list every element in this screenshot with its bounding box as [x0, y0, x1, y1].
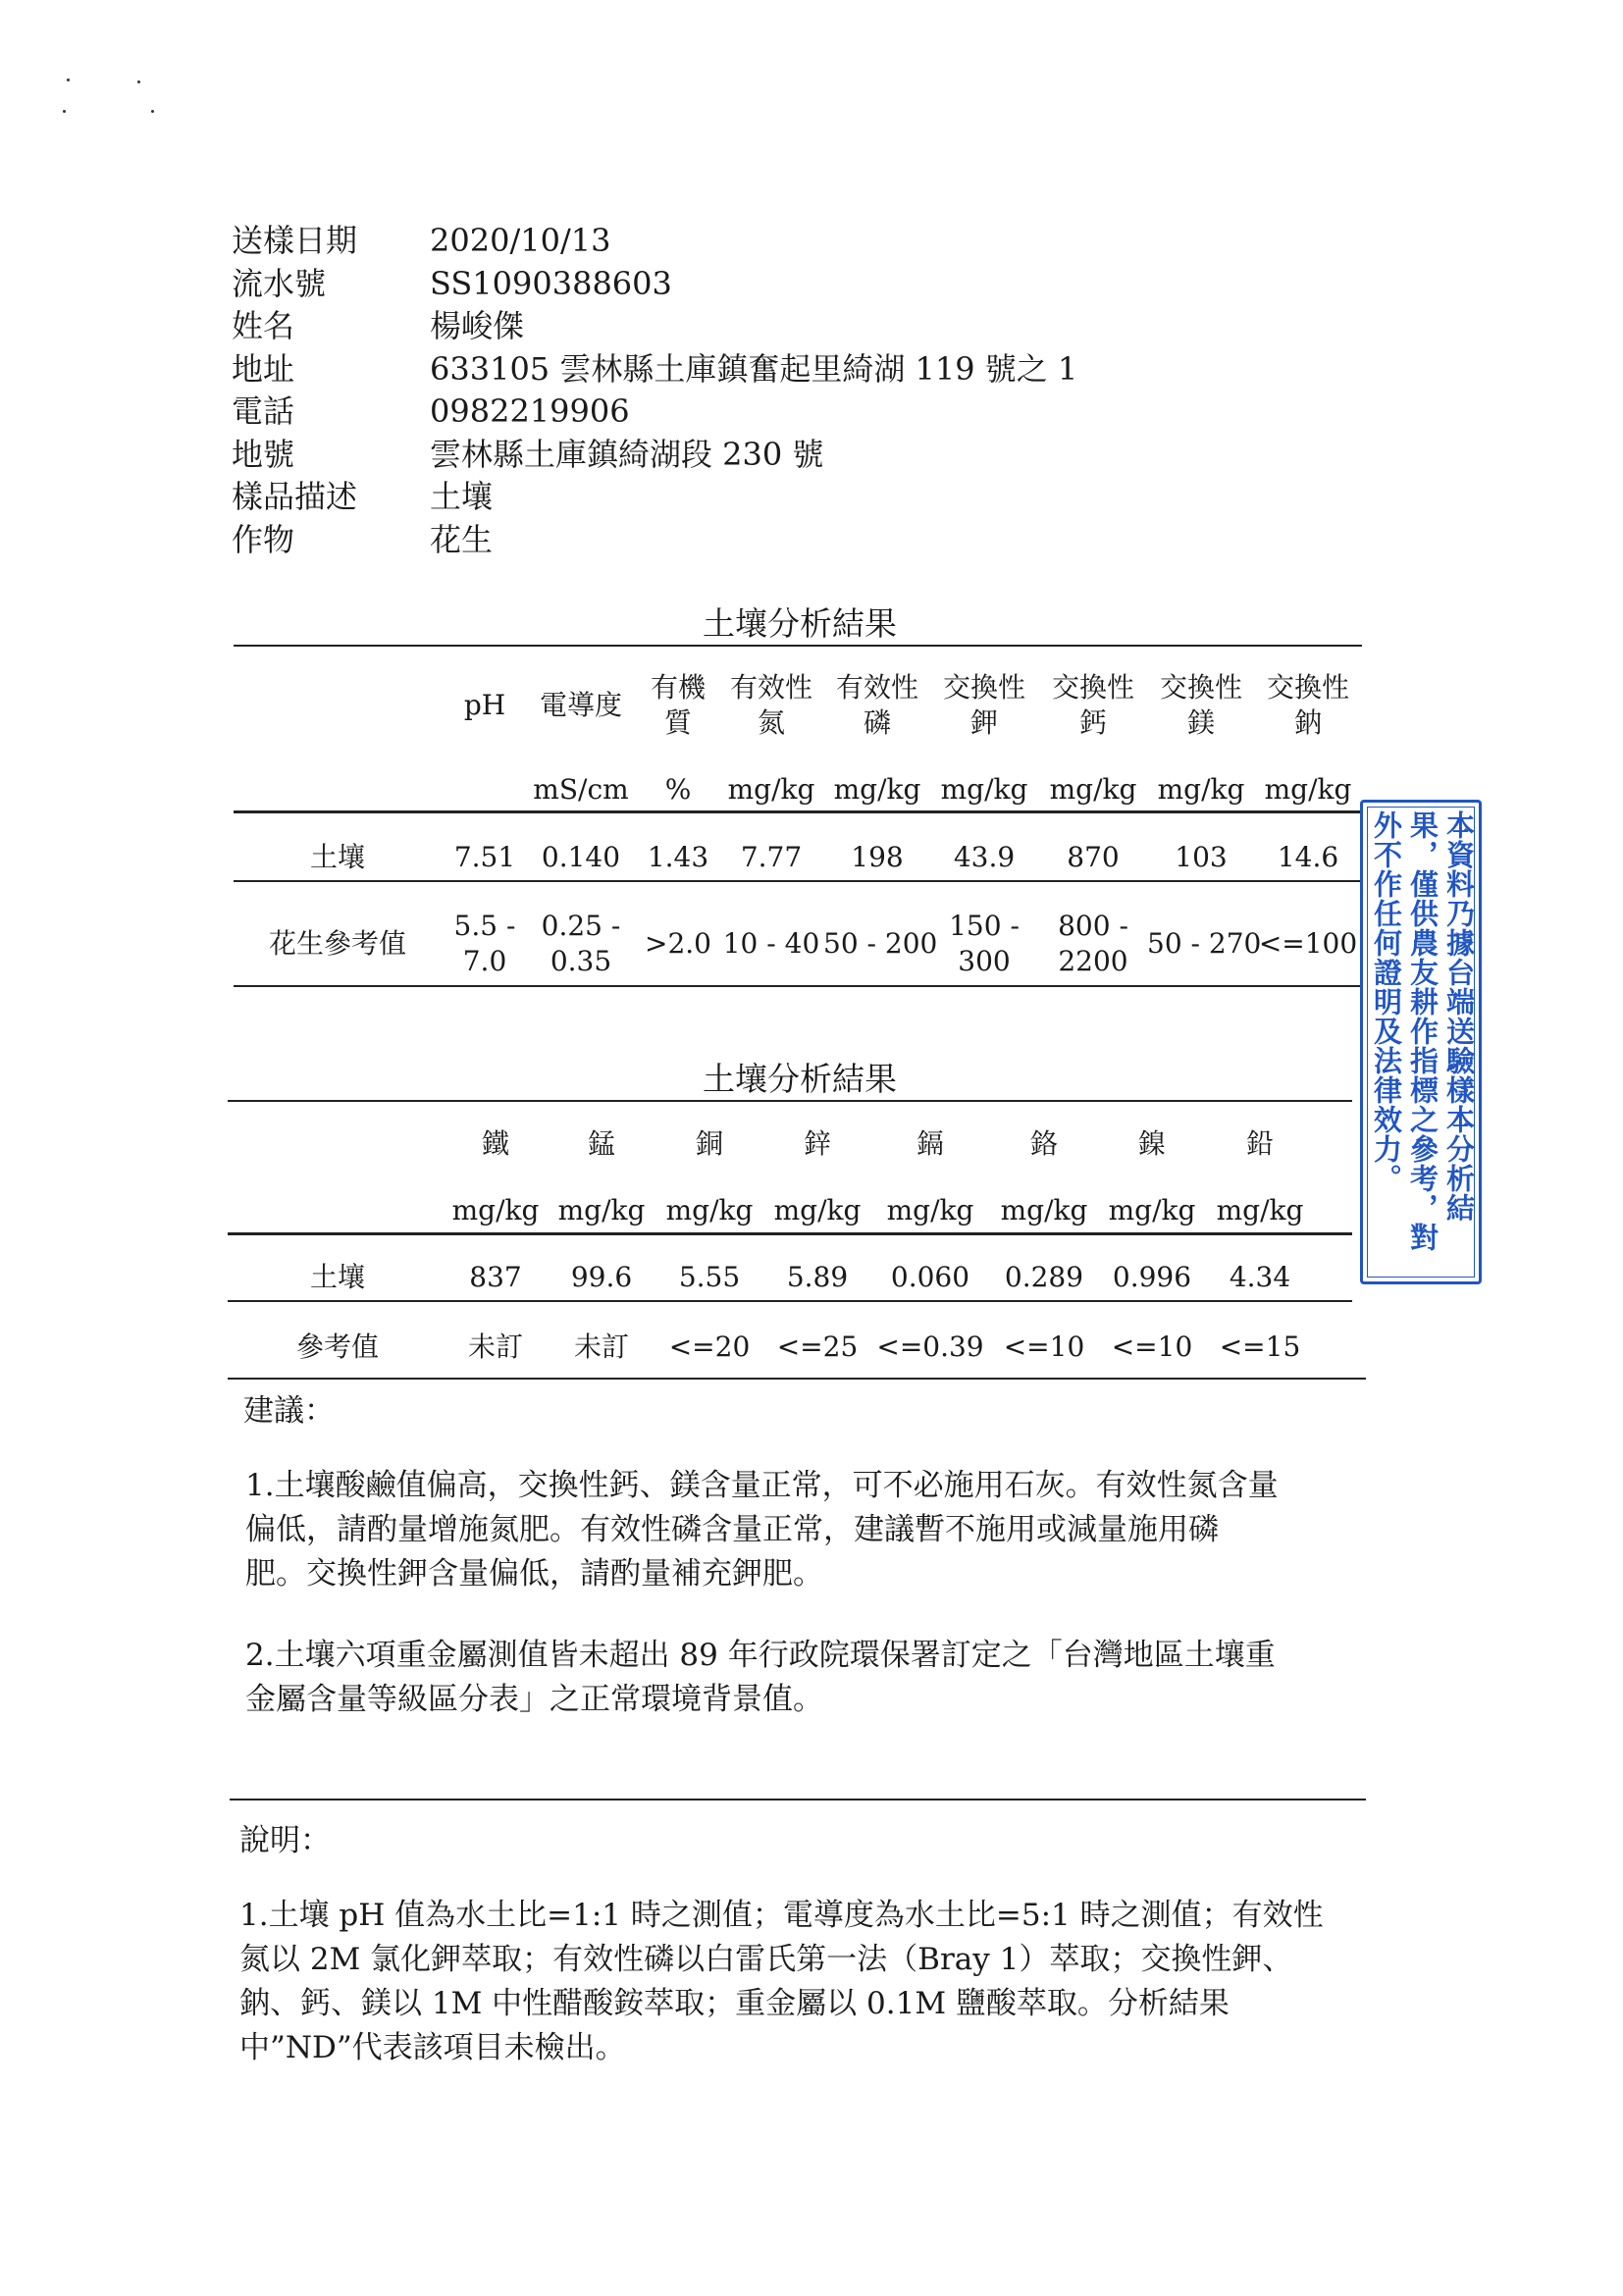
column-header: 質 — [663, 706, 692, 739]
info-value: 633105 雲林縣土庫鎮奮起里綺湖 119 號之 1 — [430, 349, 1078, 388]
column-header: 鈣 — [1078, 706, 1107, 739]
info-value: 0982219906 — [430, 392, 630, 430]
notes-line: 1.土壤 pH 值為水土比=1:1 時之測值；電導度為水土比=5:1 時之測值；有效性 — [239, 1898, 1324, 1933]
data-cell: 0.140 — [541, 841, 621, 873]
column-header: 有效性 — [835, 671, 918, 704]
table2-header-rule — [228, 1232, 1352, 1235]
column-header: 鎳 — [1137, 1127, 1166, 1160]
column-unit: mg/kg — [773, 1194, 862, 1226]
info-label: 流水號 — [232, 264, 327, 302]
notes-line: 鈉、鈣、鎂以 1M 中性醋酸銨萃取；重金屬以 0.1M 鹽酸萃取。分析結果 — [239, 1986, 1230, 2021]
column-unit: mg/kg — [451, 1194, 540, 1226]
table1-top-rule — [234, 645, 1362, 647]
data-cell: 10 - 40 — [722, 927, 820, 960]
info-row — [232, 391, 1077, 434]
advice-p2-line: 金屬含量等級區分表」之正常環境背景值。 — [245, 1682, 823, 1717]
info-value: 楊峻傑 — [430, 307, 525, 344]
notes-line: 中”ND”代表該項目未檢出。 — [239, 2030, 626, 2065]
column-header: pH — [463, 689, 506, 721]
column-unit: mg/kg — [1264, 773, 1352, 806]
data-cell: 4.34 — [1229, 1261, 1291, 1293]
advice-p1-line: 偏低，請酌量增施氮肥。有效性磷含量正常，建議暫不施用或減量施用磷 — [245, 1512, 1219, 1547]
notes-heading: 說明： — [239, 1823, 331, 1858]
info-label: 姓名 — [232, 307, 295, 344]
data-cell: >2.0 — [645, 927, 711, 960]
data-cell: <=0.39 — [876, 1331, 984, 1363]
info-row — [232, 220, 1077, 263]
info-label: 作物 — [232, 520, 295, 558]
column-unit: mg/kg — [1216, 1194, 1304, 1226]
notes-paragraph — [239, 1894, 1368, 2070]
row-label: 土壤 — [309, 1261, 365, 1293]
column-unit: mS/cm — [533, 773, 629, 806]
info-row — [232, 476, 1077, 519]
table2-top-rule — [228, 1100, 1352, 1102]
advice-paragraph-1 — [245, 1464, 1364, 1596]
data-cell: 5.5 - — [453, 910, 516, 942]
column-header: 錳 — [587, 1127, 615, 1160]
column-unit: mg/kg — [1157, 773, 1245, 806]
data-cell: <=25 — [776, 1331, 859, 1363]
column-header: 鋅 — [803, 1127, 831, 1160]
data-cell: 0.060 — [890, 1261, 970, 1293]
data-cell: 0.25 - — [541, 910, 621, 942]
data-cell: 103 — [1175, 841, 1228, 873]
data-cell: 150 - — [949, 910, 1020, 942]
data-cell: 50 - 200 — [823, 927, 938, 960]
column-header: 鉻 — [1029, 1127, 1058, 1160]
data-cell: 0.996 — [1112, 1261, 1192, 1293]
info-value: 土壤 — [430, 478, 494, 515]
column-unit: mg/kg — [886, 1194, 974, 1226]
info-row — [232, 434, 1077, 477]
data-cell: 未訂 — [573, 1331, 629, 1363]
data-cell: <=10 — [1003, 1331, 1085, 1363]
data-cell: 198 — [851, 841, 904, 873]
scan-speck — [137, 80, 140, 83]
data-cell: 7.51 — [453, 841, 516, 873]
column-unit: mg/kg — [665, 1194, 754, 1226]
advice-p1-line: 1.土壤酸鹼值偏高，交換性鈣、鎂含量正常，可不必施用石灰。有效性氮含量 — [245, 1468, 1279, 1503]
column-header: 鐵 — [481, 1127, 509, 1160]
disclaimer-stamp — [1360, 800, 1482, 1284]
notes-separator — [230, 1799, 1366, 1800]
data-cell: 0.35 — [550, 945, 612, 977]
info-value: SS1090388603 — [430, 264, 672, 302]
table1-title: 土壤分析結果 — [703, 604, 897, 643]
row-label: 花生參考值 — [268, 927, 406, 960]
info-row — [232, 263, 1077, 306]
info-value: 花生 — [430, 520, 494, 558]
row-label: 參考值 — [295, 1331, 379, 1363]
table2-bottom-rule — [228, 1378, 1366, 1380]
column-unit: mg/kg — [727, 773, 815, 806]
info-value: 2020/10/13 — [430, 222, 611, 259]
data-cell: 未訂 — [467, 1331, 523, 1363]
data-cell: <=20 — [668, 1331, 751, 1363]
info-label: 送樣日期 — [232, 222, 358, 259]
column-unit: mg/kg — [1049, 773, 1137, 806]
data-cell: <=15 — [1219, 1331, 1301, 1363]
column-header: 鎂 — [1186, 706, 1215, 739]
column-header: 銅 — [695, 1127, 723, 1160]
column-header: 交換性 — [1159, 671, 1242, 704]
column-header: 交換性 — [942, 671, 1025, 704]
table2-row-rule — [228, 1300, 1352, 1302]
data-cell: 7.77 — [740, 841, 803, 873]
data-cell: 7.0 — [462, 945, 507, 977]
advice-p2-line: 2.土壤六項重金屬測值皆未超出 89 年行政院環保署訂定之「台灣地區土壤重 — [245, 1638, 1276, 1673]
column-unit: mg/kg — [940, 773, 1028, 806]
info-label: 地址 — [232, 349, 295, 388]
column-unit: mg/kg — [833, 773, 921, 806]
info-row — [232, 305, 1077, 348]
info-label: 樣品描述 — [232, 478, 358, 515]
data-cell: 837 — [469, 1261, 522, 1293]
info-label: 地號 — [232, 435, 295, 473]
info-row — [232, 519, 1077, 562]
column-header: 磷 — [863, 706, 891, 739]
scan-speck — [67, 78, 70, 81]
column-header: 鉛 — [1245, 1127, 1274, 1160]
data-cell: 14.6 — [1277, 841, 1339, 873]
data-cell: 1.43 — [647, 841, 709, 873]
advice-paragraph-2 — [245, 1634, 1364, 1722]
column-unit: mg/kg — [1000, 1194, 1088, 1226]
data-cell: 5.55 — [678, 1261, 741, 1293]
table1-bottom-rule — [234, 985, 1362, 987]
table2-title: 土壤分析結果 — [703, 1060, 897, 1098]
scan-speck — [151, 110, 154, 113]
column-header: 鎘 — [916, 1127, 944, 1160]
data-cell: 50 - 270 — [1147, 927, 1262, 960]
column-header: 交換性 — [1266, 671, 1349, 704]
column-header: 有機 — [650, 671, 706, 704]
data-cell: 2200 — [1058, 945, 1128, 977]
column-header: 鈉 — [1293, 706, 1322, 739]
column-header: 有效性 — [729, 671, 812, 704]
column-unit: mg/kg — [1108, 1194, 1196, 1226]
table1-header-rule — [234, 810, 1362, 813]
column-header: 交換性 — [1051, 671, 1134, 704]
sample-info — [232, 220, 1077, 561]
data-cell: 0.289 — [1004, 1261, 1084, 1293]
info-label: 電話 — [232, 392, 295, 430]
stamp-text: 本資料乃據台端送驗樣本分析結果，僅供農友耕作指標之參考，對外不作任何證明及法律效力。 — [1370, 810, 1476, 1252]
scan-speck — [63, 110, 66, 113]
row-label: 土壤 — [309, 841, 365, 873]
column-header: 電導度 — [539, 689, 622, 721]
data-cell: <=10 — [1111, 1331, 1193, 1363]
advice-heading: 建議： — [243, 1393, 335, 1429]
data-cell: 300 — [958, 945, 1011, 977]
column-header: 氮 — [757, 706, 785, 739]
advice-p1-line: 肥。交換性鉀含量偏低，請酌量補充鉀肥。 — [245, 1556, 823, 1592]
data-cell: 800 - — [1058, 910, 1128, 942]
data-cell: 5.89 — [786, 1261, 849, 1293]
data-cell: 870 — [1067, 841, 1120, 873]
data-cell: 99.6 — [570, 1261, 633, 1293]
info-value: 雲林縣土庫鎮綺湖段 230 號 — [430, 435, 824, 473]
info-row — [232, 348, 1077, 391]
notes-line: 氮以 2M 氯化鉀萃取；有效性磷以白雷氏第一法（Bray 1）萃取；交換性鉀、 — [239, 1942, 1293, 1977]
column-unit: % — [664, 773, 692, 806]
data-cell: <=100 — [1258, 927, 1358, 960]
table1-row-rule — [234, 880, 1362, 882]
column-header: 鉀 — [969, 706, 998, 739]
data-cell: 43.9 — [953, 841, 1016, 873]
column-unit: mg/kg — [557, 1194, 646, 1226]
